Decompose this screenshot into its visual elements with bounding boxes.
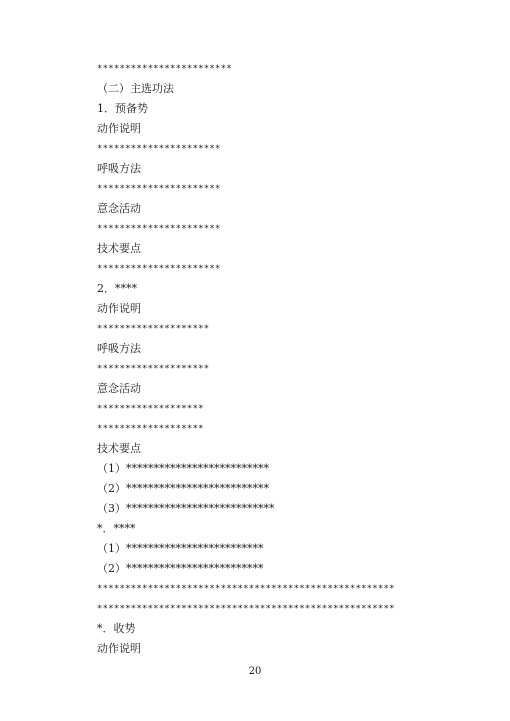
page-number: 20 — [248, 666, 262, 677]
text-line-13: 动作说明 — [97, 302, 141, 315]
subsection-heading-2: 2．**** — [97, 282, 137, 295]
text-line-18: ******************* — [97, 404, 204, 414]
text-line-19: ******************* — [97, 424, 204, 434]
text-line-8: 意念活动 — [97, 202, 141, 215]
text-line-4: 动作说明 — [97, 122, 141, 135]
list-item: （2）************************* — [97, 562, 264, 575]
text-line-5: ********************** — [97, 144, 221, 154]
section-heading: （二）主选功法 — [97, 82, 174, 95]
list-item: （3）*************************** — [97, 502, 275, 515]
text-line-28: ***************************************************** — [97, 604, 395, 614]
text-line-1: ************************ — [97, 64, 232, 74]
text-line-9: ********************** — [97, 224, 221, 234]
text-line-14: ******************** — [97, 324, 210, 334]
subsection-heading-1: 1．预备势 — [97, 102, 148, 115]
text-line-20: 技术要点 — [97, 442, 141, 455]
subsection-heading-4: *．收势 — [97, 622, 136, 635]
text-line-11: ********************** — [97, 264, 221, 274]
text-line-27: ***************************************************** — [97, 584, 395, 594]
text-line-17: 意念活动 — [97, 382, 141, 395]
text-line-15: 呼吸方法 — [97, 342, 141, 355]
list-item: （2）************************** — [97, 482, 269, 495]
list-item: （1）************************* — [97, 542, 264, 555]
text-line-30: 动作说明 — [97, 642, 141, 655]
subsection-heading-3: *．**** — [97, 522, 136, 535]
text-line-6: 呼吸方法 — [97, 162, 141, 175]
list-item: （1）************************** — [97, 462, 269, 475]
text-line-10: 技术要点 — [97, 242, 141, 255]
text-line-16: ******************** — [97, 364, 210, 374]
text-line-7: ********************** — [97, 184, 221, 194]
